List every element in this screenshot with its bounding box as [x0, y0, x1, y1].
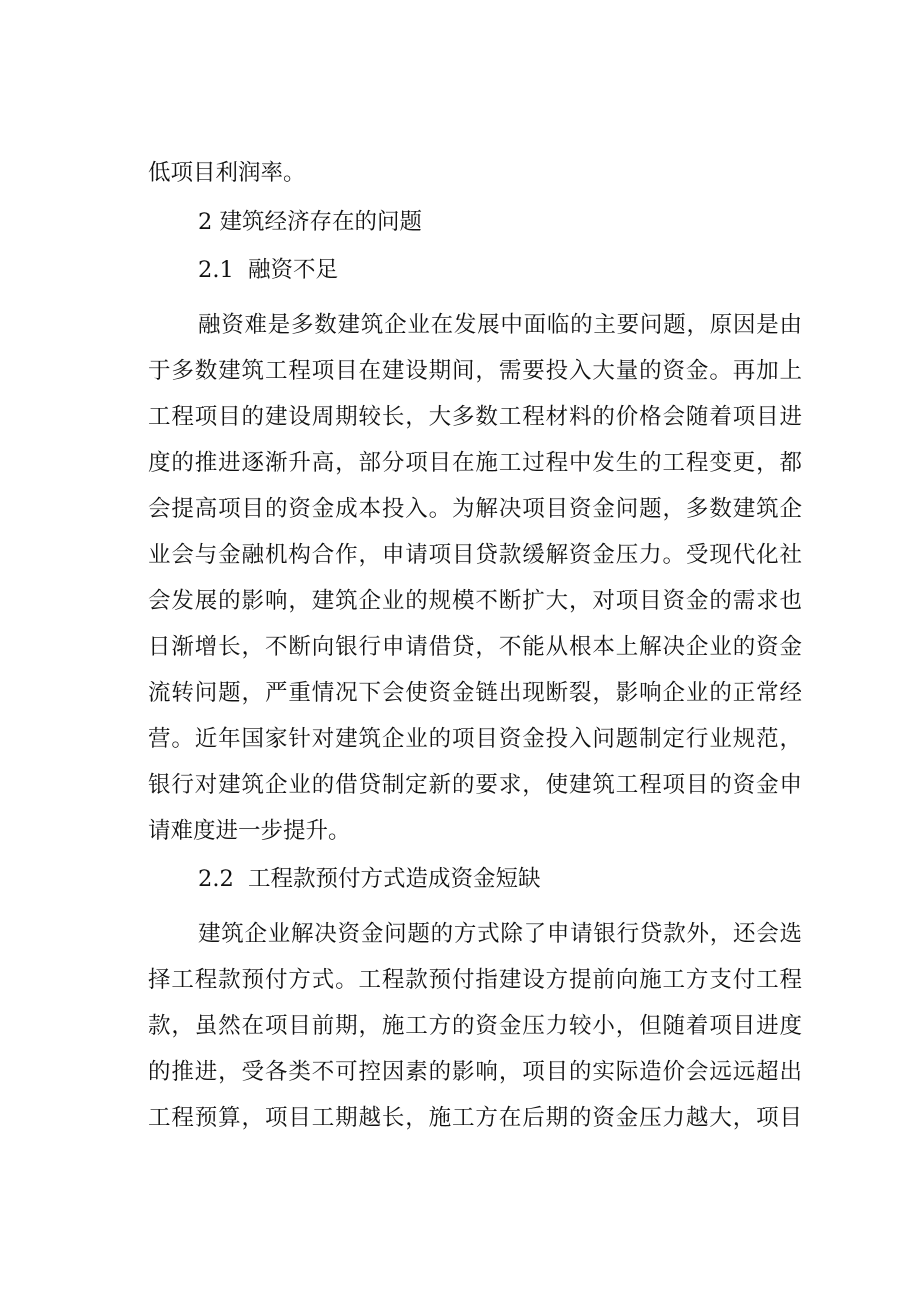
- section-2-1-heading: [198, 255, 698, 285]
- paragraph-line: 日渐增长，不断向银行申请借贷，不能从根本上解决企业的资金: [148, 634, 802, 660]
- paragraph-line: 于多数建筑工程项目在建设期间，需要投入大量的资金。再加上: [148, 358, 802, 384]
- section-2-heading: 2 建筑经济存在的问题: [198, 209, 422, 235]
- paragraph-line: 工程项目的建设周期较长，大多数工程材料的价格会随着项目进: [148, 404, 802, 430]
- section-2-2-heading: [198, 864, 698, 894]
- section-2-2-number: 2.2: [198, 866, 234, 892]
- paragraph-line: 度的推进逐渐升高，部分项目在施工过程中发生的工程变更，都: [148, 450, 802, 476]
- paragraph-line: 择工程款预付方式。工程款预付指建设方提前向施工方支付工程: [148, 967, 802, 993]
- paragraph-line: 建筑企业解决资金问题的方式除了申请银行贷款外，还会选: [198, 921, 802, 947]
- section-2-1-number: 2.1: [198, 257, 234, 283]
- paragraph-line: 款，虽然在项目前期，施工方的资金压力较小，但随着项目进度: [148, 1013, 802, 1039]
- paragraph-line: 请难度进一步提升。: [148, 818, 351, 844]
- paragraph-line: 流转问题，严重情况下会使资金链出现断裂，影响企业的正常经: [148, 680, 802, 706]
- paragraph-line: 工程预算，项目工期越长，施工方在后期的资金压力越大，项目: [148, 1105, 802, 1131]
- paragraph-line: 的推进，受各类不可控因素的影响，项目的实际造价会远远超出: [148, 1059, 802, 1085]
- paragraph-line: 融资难是多数建筑企业在发展中面临的主要问题，原因是由: [198, 312, 802, 338]
- paragraph-line: 会发展的影响，建筑企业的规模不断扩大，对项目资金的需求也: [148, 588, 802, 614]
- paragraph-line: 银行对建筑企业的借贷制定新的要求，使建筑工程项目的资金申: [148, 772, 802, 798]
- paragraph-line: 营。近年国家针对建筑企业的项目资金投入问题制定行业规范，: [148, 726, 802, 752]
- paragraph-line: 会提高项目的资金成本投入。为解决项目资金问题，多数建筑企: [148, 496, 802, 522]
- lead-line: 低项目利润率。: [148, 160, 306, 186]
- section-2-1-title: 融资不足: [248, 257, 339, 283]
- section-2-2-title: 工程款预付方式造成资金短缺: [248, 866, 541, 892]
- paragraph-line: 业会与金融机构合作，申请项目贷款缓解资金压力。受现代化社: [148, 542, 802, 568]
